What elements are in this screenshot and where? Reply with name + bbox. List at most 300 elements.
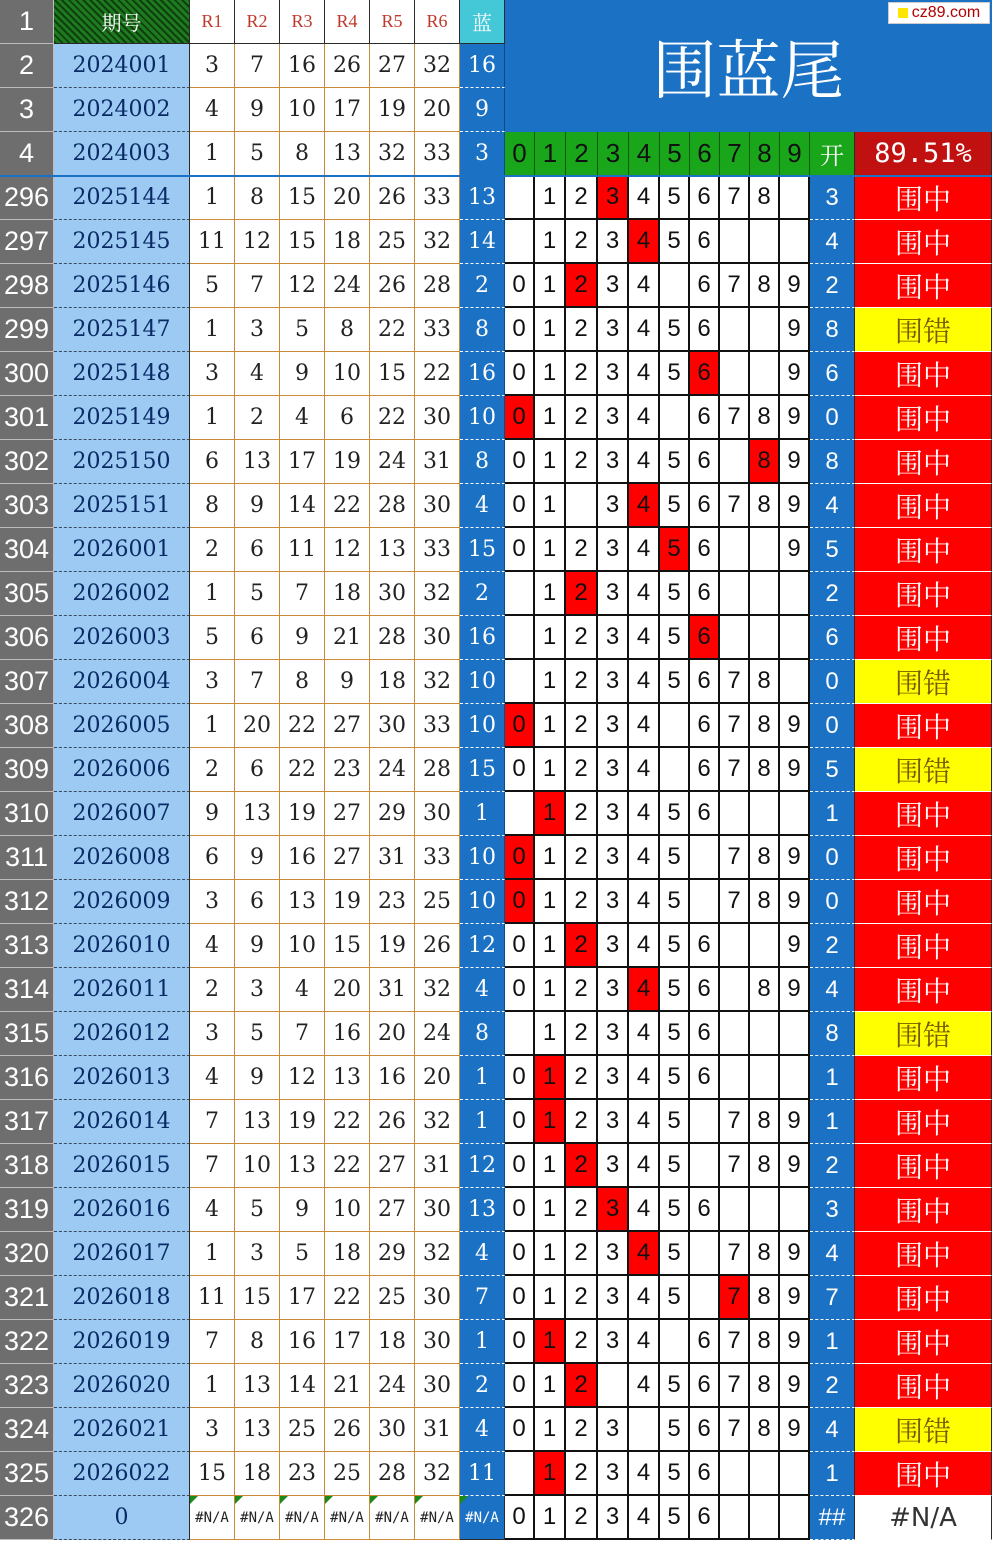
blue-ball-cell[interactable]: 1	[460, 792, 505, 836]
digit-cell[interactable]: 0	[505, 1496, 535, 1540]
blue-ball-cell[interactable]: 10	[460, 704, 505, 748]
result-cell[interactable]: 围中	[855, 1100, 992, 1144]
blue-ball-cell[interactable]: 16	[460, 44, 505, 88]
red-ball-cell[interactable]: 7	[235, 660, 280, 704]
digit-cell[interactable]: 3	[598, 1320, 629, 1364]
digit-cell[interactable]: 5	[660, 1276, 690, 1320]
digit-cell[interactable]: 5	[660, 836, 690, 880]
red-ball-cell[interactable]: 13	[280, 1144, 325, 1188]
digit-cell[interactable]: 5	[660, 440, 690, 484]
red-ball-cell[interactable]: 18	[370, 1320, 415, 1364]
row-header[interactable]: 315	[0, 1012, 54, 1056]
red-ball-cell[interactable]: 28	[415, 264, 460, 308]
digit-cell[interactable]: 3	[598, 352, 629, 396]
red-ball-cell[interactable]: 3	[190, 352, 235, 396]
digit-cell[interactable]	[566, 484, 598, 528]
red-ball-cell[interactable]: 3	[235, 308, 280, 352]
digit-cell[interactable]: 6	[690, 1320, 720, 1364]
red-ball-cell[interactable]: 30	[370, 572, 415, 616]
r-header[interactable]: R3	[280, 0, 325, 44]
digit-cell[interactable]: 0	[505, 968, 535, 1012]
digit-cell[interactable]: 1	[535, 308, 566, 352]
digit-cell-hit[interactable]: 0	[505, 880, 535, 924]
red-ball-cell[interactable]: 8	[280, 660, 325, 704]
digit-cell[interactable]: 3	[598, 396, 629, 440]
red-ball-cell[interactable]: 19	[370, 88, 415, 132]
red-ball-cell[interactable]: 10	[325, 1188, 370, 1232]
digit-cell[interactable]: 1	[535, 1496, 566, 1540]
period-cell[interactable]: 2025147	[54, 308, 190, 352]
digit-cell[interactable]: 8	[750, 264, 780, 308]
red-ball-cell[interactable]: 32	[415, 1100, 460, 1144]
kai-cell[interactable]: 1	[810, 792, 855, 836]
digit-cell[interactable]: 6	[690, 1408, 720, 1452]
red-ball-cell[interactable]: 25	[415, 880, 460, 924]
digit-cell[interactable]: 9	[780, 484, 810, 528]
row-header[interactable]: 308	[0, 704, 54, 748]
red-ball-cell[interactable]: 6	[190, 836, 235, 880]
red-ball-cell[interactable]: 24	[370, 1364, 415, 1408]
digit-cell[interactable]: 4	[629, 660, 660, 704]
red-ball-cell[interactable]: 31	[415, 440, 460, 484]
red-ball-cell[interactable]: 1	[190, 308, 235, 352]
red-ball-cell[interactable]: 28	[370, 616, 415, 660]
red-ball-cell[interactable]: 10	[280, 88, 325, 132]
digit-cell[interactable]: 6	[690, 440, 720, 484]
red-ball-cell[interactable]: 5	[235, 1188, 280, 1232]
blue-ball-cell[interactable]: 2	[460, 572, 505, 616]
digit-cell[interactable]: 9	[780, 924, 810, 968]
red-ball-cell[interactable]: 30	[415, 1276, 460, 1320]
blue-ball-cell[interactable]: 1	[460, 1056, 505, 1100]
red-ball-cell[interactable]: 28	[370, 484, 415, 528]
period-cell[interactable]: 2026015	[54, 1144, 190, 1188]
digit-cell[interactable]: 1	[535, 176, 566, 220]
row-header[interactable]: 325	[0, 1452, 54, 1496]
red-ball-cell[interactable]: 13	[235, 792, 280, 836]
digit-cell[interactable]: 1	[535, 528, 566, 572]
red-ball-cell[interactable]: 8	[325, 308, 370, 352]
digit-cell[interactable]: 3	[598, 484, 629, 528]
red-ball-cell[interactable]: 31	[370, 836, 415, 880]
digit-cell[interactable]	[660, 704, 690, 748]
red-ball-cell[interactable]: 16	[280, 44, 325, 88]
digit-cell[interactable]: 1	[535, 968, 566, 1012]
r-header[interactable]: R4	[325, 0, 370, 44]
period-cell[interactable]: 2026006	[54, 748, 190, 792]
digit-cell[interactable]: 5	[660, 1144, 690, 1188]
blue-ball-cell[interactable]: 1	[460, 1100, 505, 1144]
digit-cell[interactable]: 0	[505, 264, 535, 308]
red-ball-cell[interactable]: 4	[280, 968, 325, 1012]
digit-cell[interactable]: 4	[629, 1364, 660, 1408]
digit-cell[interactable]: 5	[660, 880, 690, 924]
kai-cell[interactable]: 6	[810, 616, 855, 660]
digit-cell[interactable]: 7	[720, 1408, 750, 1452]
digit-cell[interactable]	[720, 1012, 750, 1056]
digit-cell-hit[interactable]: 5	[660, 528, 690, 572]
red-ball-cell[interactable]: 32	[415, 44, 460, 88]
digit-cell[interactable]: 4	[629, 1320, 660, 1364]
row-header[interactable]: 302	[0, 440, 54, 484]
kai-cell[interactable]: 1	[810, 1452, 855, 1496]
digit-cell[interactable]: 6	[690, 1452, 720, 1496]
digit-cell-hit[interactable]: 1	[535, 792, 566, 836]
digit-cell[interactable]: 7	[720, 1364, 750, 1408]
digit-cell[interactable]: 9	[780, 528, 810, 572]
digit-cell[interactable]	[750, 308, 780, 352]
result-cell[interactable]: 围中	[855, 1144, 992, 1188]
digit-cell-hit[interactable]: 4	[629, 484, 660, 528]
row-header[interactable]: 298	[0, 264, 54, 308]
digit-cell[interactable]: 5	[660, 1408, 690, 1452]
blue-ball-cell[interactable]: 4	[460, 484, 505, 528]
digit-cell[interactable]: 8	[750, 1276, 780, 1320]
digit-cell[interactable]: 5	[660, 616, 690, 660]
red-ball-cell[interactable]: 27	[325, 704, 370, 748]
digit-cell[interactable]: 2	[566, 176, 598, 220]
red-ball-cell[interactable]: 18	[325, 1232, 370, 1276]
red-ball-cell[interactable]: 33	[415, 704, 460, 748]
digit-cell[interactable]: 3	[598, 1452, 629, 1496]
red-ball-cell[interactable]: 19	[325, 440, 370, 484]
row-header[interactable]: 306	[0, 616, 54, 660]
digit-cell-hit[interactable]: 0	[505, 836, 535, 880]
red-ball-cell[interactable]: 1	[190, 1364, 235, 1408]
period-cell[interactable]: 2026014	[54, 1100, 190, 1144]
digit-cell[interactable]: 9	[780, 704, 810, 748]
digit-cell[interactable]: 7	[720, 660, 750, 704]
blue-header[interactable]: 蓝	[460, 0, 505, 44]
result-cell[interactable]: 围中	[855, 1188, 992, 1232]
digit-cell[interactable]: 7	[720, 396, 750, 440]
digit-cell[interactable]: 3	[598, 792, 629, 836]
red-ball-cell[interactable]: 22	[280, 704, 325, 748]
digit-cell[interactable]: 9	[780, 1100, 810, 1144]
digit-cell[interactable]	[690, 880, 720, 924]
red-ball-cell[interactable]: 7	[235, 264, 280, 308]
red-ball-cell[interactable]: 22	[325, 1144, 370, 1188]
red-ball-cell[interactable]: 20	[415, 1056, 460, 1100]
digit-cell[interactable]: 6	[690, 660, 720, 704]
red-ball-cell[interactable]: 24	[370, 440, 415, 484]
red-ball-cell[interactable]: 6	[235, 748, 280, 792]
digit-cell[interactable]	[720, 352, 750, 396]
digit-cell[interactable]: 6	[690, 924, 720, 968]
digit-cell-hit[interactable]: 3	[598, 1188, 629, 1232]
digit-cell[interactable]: 6	[690, 308, 720, 352]
kai-cell[interactable]: 0	[810, 396, 855, 440]
digit-cell[interactable]	[750, 924, 780, 968]
red-ball-cell[interactable]: 6	[235, 880, 280, 924]
period-cell[interactable]: 2026010	[54, 924, 190, 968]
digit-cell[interactable]: 8	[750, 748, 780, 792]
blue-ball-cell[interactable]: 2	[460, 1364, 505, 1408]
kai-cell[interactable]: 8	[810, 440, 855, 484]
red-ball-cell[interactable]: 7	[190, 1320, 235, 1364]
digit-cell[interactable]: 0	[505, 1408, 535, 1452]
red-ball-cell[interactable]: 7	[190, 1100, 235, 1144]
blue-ball-cell[interactable]: 11	[460, 1452, 505, 1496]
red-ball-cell[interactable]: 2	[190, 748, 235, 792]
digit-cell[interactable]	[750, 528, 780, 572]
digit-cell[interactable]: 3	[598, 1276, 629, 1320]
digit-cell[interactable]	[780, 1188, 810, 1232]
red-ball-cell[interactable]: 4	[190, 1056, 235, 1100]
red-ball-cell[interactable]: 20	[325, 968, 370, 1012]
kai-cell[interactable]: 3	[810, 1188, 855, 1232]
red-ball-cell[interactable]: 17	[280, 1276, 325, 1320]
row-header[interactable]: 310	[0, 792, 54, 836]
result-cell[interactable]: 围错	[855, 748, 992, 792]
digit-cell[interactable]: 1	[535, 352, 566, 396]
digit-cell[interactable]	[505, 176, 535, 220]
red-ball-cell[interactable]: 3	[190, 1408, 235, 1452]
red-ball-cell[interactable]: 26	[325, 44, 370, 88]
digit-cell[interactable]	[750, 1496, 780, 1540]
digit-cell[interactable]: 1	[535, 880, 566, 924]
digit-cell[interactable]: 0	[505, 1232, 535, 1276]
digit-cell[interactable]: 9	[780, 1232, 810, 1276]
kai-cell[interactable]: 4	[810, 968, 855, 1012]
red-ball-cell[interactable]: 32	[415, 660, 460, 704]
digit-cell[interactable]	[780, 1452, 810, 1496]
red-ball-cell[interactable]: 6	[190, 440, 235, 484]
red-ball-cell[interactable]: 9	[280, 616, 325, 660]
digit-cell[interactable]: 6	[690, 1188, 720, 1232]
kai-cell[interactable]: 2	[810, 1364, 855, 1408]
blue-ball-cell[interactable]: 8	[460, 1012, 505, 1056]
red-ball-cell[interactable]: 8	[235, 176, 280, 220]
digit-cell-hit[interactable]: 2	[566, 572, 598, 616]
red-ball-cell[interactable]: 25	[370, 1276, 415, 1320]
red-ball-cell[interactable]: 18	[235, 1452, 280, 1496]
period-cell[interactable]: 2026020	[54, 1364, 190, 1408]
digit-cell[interactable]: 2	[566, 352, 598, 396]
digit-cell[interactable]: 2	[566, 308, 598, 352]
digit-cell[interactable]: 9	[780, 836, 810, 880]
result-cell[interactable]: 围中	[855, 792, 992, 836]
digit-cell-hit[interactable]: 4	[629, 220, 660, 264]
red-ball-cell[interactable]: 1	[190, 572, 235, 616]
kai-cell[interactable]: 4	[810, 220, 855, 264]
digit-cell[interactable]: 8	[750, 704, 780, 748]
period-cell[interactable]: 2026011	[54, 968, 190, 1012]
result-cell[interactable]: 围中	[855, 176, 992, 220]
red-ball-cell[interactable]: 16	[280, 836, 325, 880]
digit-cell[interactable]: 1	[535, 1144, 566, 1188]
period-cell[interactable]: 2024003	[54, 132, 190, 176]
red-ball-cell[interactable]: 18	[325, 220, 370, 264]
red-ball-cell[interactable]: 26	[325, 1408, 370, 1452]
result-cell[interactable]: 围错	[855, 1408, 992, 1452]
digit-cell-hit[interactable]: 2	[566, 1364, 598, 1408]
digit-cell[interactable]: 5	[660, 220, 690, 264]
result-cell[interactable]: 围中	[855, 1364, 992, 1408]
digit-cell[interactable]: 7	[720, 1100, 750, 1144]
digit-cell[interactable]: 1	[535, 660, 566, 704]
digit-cell[interactable]: 6	[690, 396, 720, 440]
result-cell[interactable]: 围中	[855, 616, 992, 660]
digit-cell[interactable]: 4	[629, 1144, 660, 1188]
period-cell[interactable]: 0	[54, 1496, 190, 1540]
red-ball-cell[interactable]: #N/A	[190, 1496, 235, 1540]
r-header[interactable]: R2	[235, 0, 280, 44]
red-ball-cell[interactable]: 9	[235, 1056, 280, 1100]
red-ball-cell[interactable]: 29	[370, 1232, 415, 1276]
red-ball-cell[interactable]: 12	[280, 264, 325, 308]
red-ball-cell[interactable]: 30	[415, 1188, 460, 1232]
row-header[interactable]: 1	[0, 0, 54, 44]
red-ball-cell[interactable]: 17	[325, 1320, 370, 1364]
digit-cell[interactable]: 4	[629, 836, 660, 880]
digit-cell[interactable]: 9	[780, 1320, 810, 1364]
r-header[interactable]: R5	[370, 0, 415, 44]
digit-cell[interactable]: 4	[629, 352, 660, 396]
digit-cell[interactable]	[690, 1276, 720, 1320]
kai-cell[interactable]: 5	[810, 748, 855, 792]
red-ball-cell[interactable]: 26	[370, 176, 415, 220]
red-ball-cell[interactable]: 16	[280, 1320, 325, 1364]
result-cell[interactable]: 围中	[855, 572, 992, 616]
digit-cell[interactable]: 0	[505, 1144, 535, 1188]
digit-cell[interactable]: 5	[660, 1188, 690, 1232]
red-ball-cell[interactable]: 30	[370, 704, 415, 748]
period-cell[interactable]: 2026002	[54, 572, 190, 616]
period-header[interactable]: 期号	[54, 0, 190, 44]
red-ball-cell[interactable]: 33	[415, 308, 460, 352]
red-ball-cell[interactable]: 9	[235, 484, 280, 528]
row-header[interactable]: 323	[0, 1364, 54, 1408]
digit-cell[interactable]: 7	[720, 1232, 750, 1276]
digit-cell[interactable]: 0	[505, 748, 535, 792]
period-cell[interactable]: 2026004	[54, 660, 190, 704]
red-ball-cell[interactable]: 1	[190, 396, 235, 440]
digit-cell[interactable]: 6	[690, 484, 720, 528]
row-header[interactable]: 319	[0, 1188, 54, 1232]
red-ball-cell[interactable]: 31	[415, 1408, 460, 1452]
red-ball-cell[interactable]: 13	[235, 1100, 280, 1144]
digit-cell[interactable]	[780, 1496, 810, 1540]
red-ball-cell[interactable]: 4	[235, 352, 280, 396]
digit-cell[interactable]: 7	[720, 704, 750, 748]
digit-cell[interactable]: 5	[660, 308, 690, 352]
period-cell[interactable]: 2026007	[54, 792, 190, 836]
blue-ball-cell[interactable]: 15	[460, 748, 505, 792]
digit-cell[interactable]: 5	[660, 1232, 690, 1276]
row-header[interactable]: 311	[0, 836, 54, 880]
digit-cell-hit[interactable]: 6	[690, 616, 720, 660]
red-ball-cell[interactable]: 22	[325, 484, 370, 528]
red-ball-cell[interactable]: 33	[415, 132, 460, 176]
digit-cell[interactable]: 1	[535, 264, 566, 308]
digit-cell[interactable]: 4	[629, 924, 660, 968]
digit-cell[interactable]	[780, 1012, 810, 1056]
red-ball-cell[interactable]: 27	[325, 792, 370, 836]
kai-cell[interactable]: 0	[810, 660, 855, 704]
red-ball-cell[interactable]: #N/A	[325, 1496, 370, 1540]
digit-cell[interactable]	[720, 1496, 750, 1540]
digit-cell[interactable]: 6	[690, 220, 720, 264]
red-ball-cell[interactable]: 13	[325, 132, 370, 176]
row-header[interactable]: 307	[0, 660, 54, 704]
red-ball-cell[interactable]: 28	[415, 748, 460, 792]
digit-cell[interactable]: 0	[505, 1100, 535, 1144]
red-ball-cell[interactable]: 7	[280, 1012, 325, 1056]
result-cell[interactable]: #N/A	[855, 1496, 992, 1540]
digit-cell[interactable]	[720, 968, 750, 1012]
digit-cell-hit[interactable]: 8	[750, 440, 780, 484]
result-cell[interactable]: 围中	[855, 440, 992, 484]
kai-cell[interactable]: 4	[810, 1232, 855, 1276]
red-ball-cell[interactable]: 25	[280, 1408, 325, 1452]
kai-cell[interactable]: 1	[810, 1100, 855, 1144]
red-ball-cell[interactable]: 31	[370, 968, 415, 1012]
red-ball-cell[interactable]: 33	[415, 528, 460, 572]
red-ball-cell[interactable]: 4	[280, 396, 325, 440]
red-ball-cell[interactable]: 17	[280, 440, 325, 484]
digit-cell[interactable]: 6	[690, 1012, 720, 1056]
blue-ball-cell[interactable]: 2	[460, 264, 505, 308]
period-cell[interactable]: 2026016	[54, 1188, 190, 1232]
digit-cell[interactable]: 4	[629, 264, 660, 308]
digit-cell[interactable]: 2	[566, 440, 598, 484]
red-ball-cell[interactable]: 27	[325, 836, 370, 880]
red-ball-cell[interactable]: 30	[415, 792, 460, 836]
blue-ball-cell[interactable]: 8	[460, 440, 505, 484]
red-ball-cell[interactable]: 32	[370, 132, 415, 176]
digit-cell-hit[interactable]: 1	[535, 1452, 566, 1496]
result-cell[interactable]: 围错	[855, 660, 992, 704]
red-ball-cell[interactable]: 32	[415, 220, 460, 264]
red-ball-cell[interactable]: 7	[190, 1144, 235, 1188]
digit-cell[interactable]: 6	[690, 1364, 720, 1408]
digit-cell[interactable]: 1	[535, 572, 566, 616]
blue-ball-cell[interactable]: 12	[460, 1144, 505, 1188]
digit-cell[interactable]: 4	[629, 440, 660, 484]
digit-cell[interactable]: 6	[690, 704, 720, 748]
digit-cell[interactable]	[780, 1056, 810, 1100]
digit-cell[interactable]	[750, 1452, 780, 1496]
row-header[interactable]: 4	[0, 132, 54, 176]
digit-cell[interactable]: 7	[720, 748, 750, 792]
digit-cell[interactable]: 4	[629, 792, 660, 836]
digit-cell[interactable]: 3	[598, 572, 629, 616]
red-ball-cell[interactable]: 23	[370, 880, 415, 924]
digit-cell[interactable]: 3	[598, 308, 629, 352]
digit-cell[interactable]: 3	[598, 968, 629, 1012]
blue-ball-cell[interactable]: 1	[460, 1320, 505, 1364]
red-ball-cell[interactable]: 16	[325, 1012, 370, 1056]
red-ball-cell[interactable]: #N/A	[280, 1496, 325, 1540]
red-ball-cell[interactable]: 10	[280, 924, 325, 968]
row-header[interactable]: 301	[0, 396, 54, 440]
red-ball-cell[interactable]: 13	[280, 880, 325, 924]
digit-cell[interactable]: 8	[750, 1320, 780, 1364]
digit-cell[interactable]: 3	[598, 880, 629, 924]
blue-ball-cell[interactable]: 12	[460, 924, 505, 968]
digit-cell[interactable]	[720, 1452, 750, 1496]
digit-cell[interactable]: 1	[535, 1408, 566, 1452]
digit-cell[interactable]: 8	[750, 1144, 780, 1188]
kai-cell[interactable]: 1	[810, 1056, 855, 1100]
digit-cell[interactable]: 3	[598, 220, 629, 264]
red-ball-cell[interactable]: 9	[280, 352, 325, 396]
digit-cell-hit[interactable]: 2	[566, 264, 598, 308]
digit-cell-hit[interactable]: 1	[535, 1320, 566, 1364]
red-ball-cell[interactable]: 30	[370, 1408, 415, 1452]
red-ball-cell[interactable]: 27	[370, 44, 415, 88]
